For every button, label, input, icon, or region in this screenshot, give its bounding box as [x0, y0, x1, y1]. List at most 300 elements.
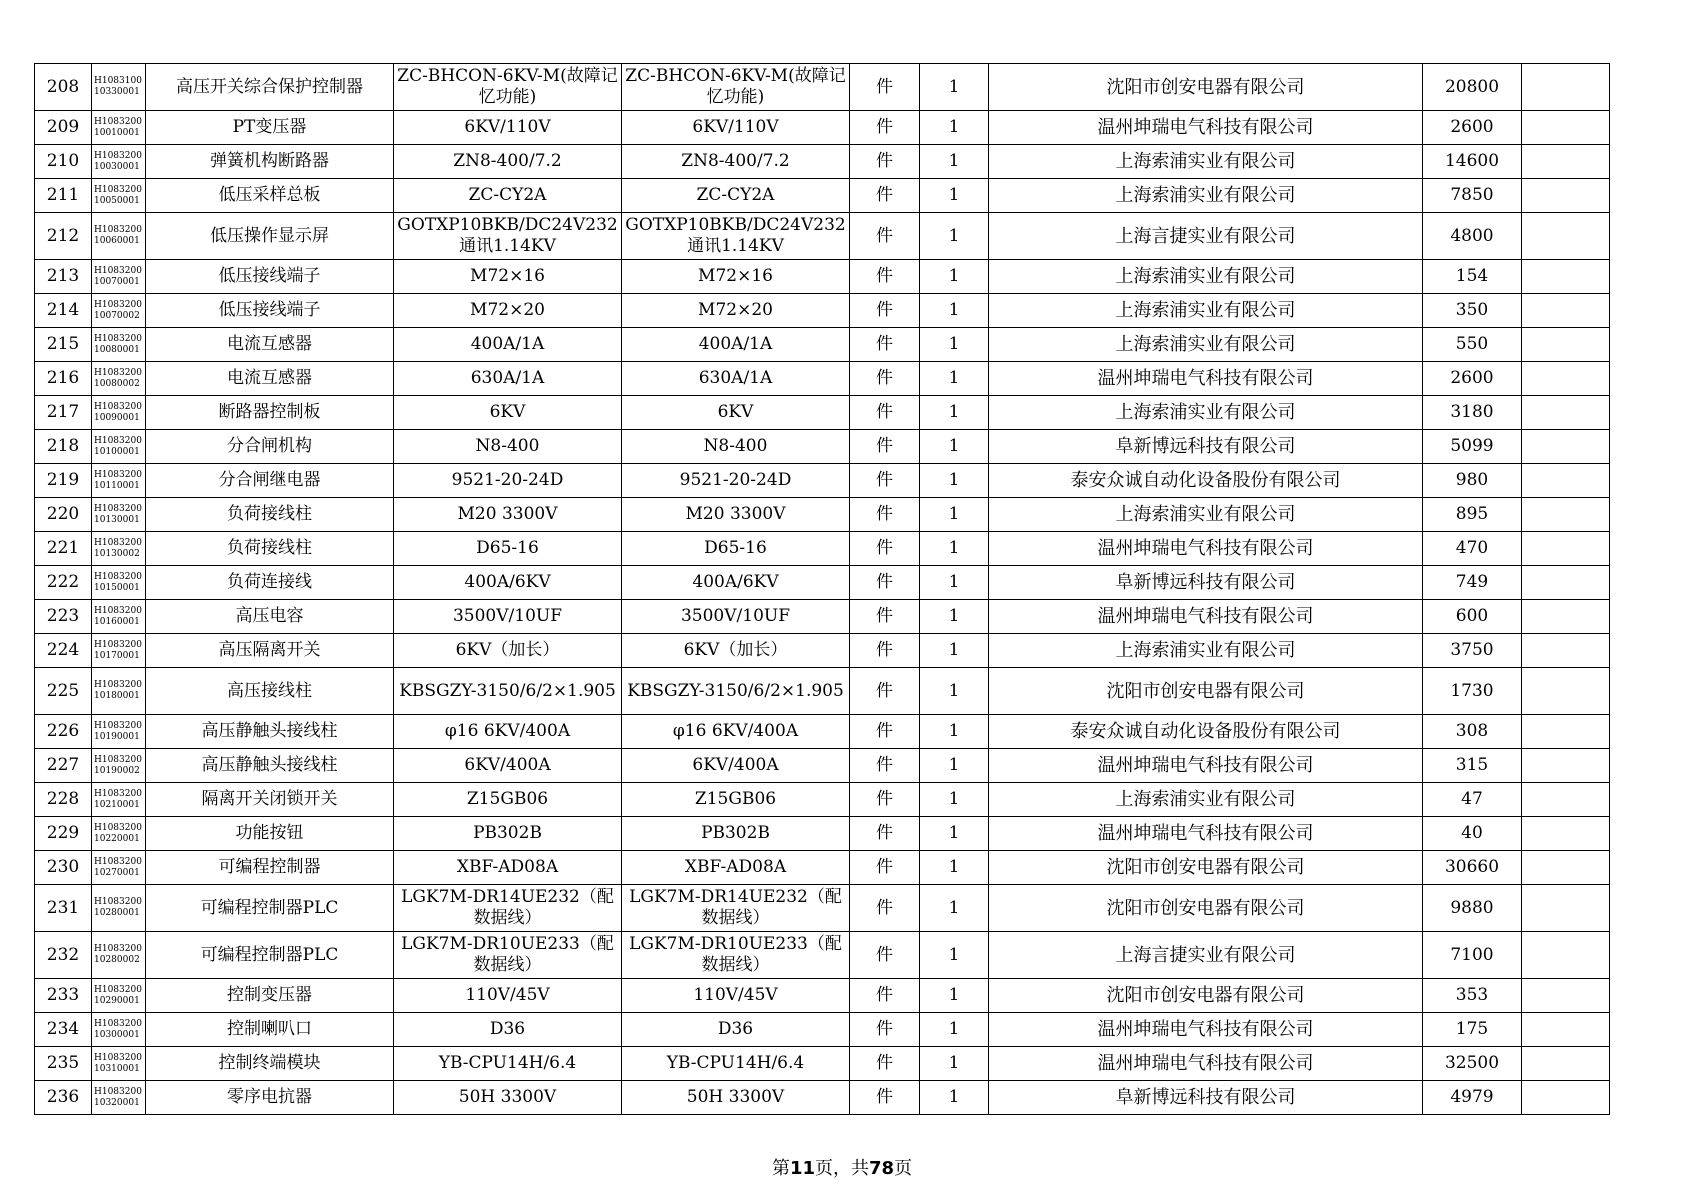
remark-cell	[1522, 430, 1610, 464]
price-cell: 550	[1423, 328, 1522, 362]
table-row	[35, 749, 1610, 783]
supplier-cell: 上海言捷实业有限公司	[989, 932, 1423, 979]
supplier-cell: 温州坤瑞电气科技有限公司	[989, 600, 1423, 634]
row-number-cell: 213	[35, 260, 92, 294]
supplier-cell: 泰安众诚自动化设备股份有限公司	[989, 464, 1423, 498]
specification-cell: 400A/6KV	[394, 566, 622, 600]
model-cell: φ16 6KV/400A	[622, 715, 850, 749]
material-code-cell: H1083200 10090001	[92, 396, 146, 430]
specification-cell: 6KV	[394, 396, 622, 430]
row-number-cell: 216	[35, 362, 92, 396]
material-code-cell: H1083200 10300001	[92, 1013, 146, 1047]
remark-cell	[1522, 885, 1610, 932]
table-row	[35, 430, 1610, 464]
material-code-cell: H1083100 10330001	[92, 64, 146, 111]
specification-cell: GOTXP10BKB/DC24V232通讯1.14KV	[394, 213, 622, 260]
specification-cell: YB-CPU14H/6.4	[394, 1047, 622, 1081]
table-row	[35, 328, 1610, 362]
footer-suffix: 页	[894, 1158, 913, 1179]
model-cell: D36	[622, 1013, 850, 1047]
price-cell: 7850	[1423, 179, 1522, 213]
footer-middle: 页，共	[815, 1158, 869, 1179]
remark-cell	[1522, 1047, 1610, 1081]
unit-cell: 件	[850, 566, 920, 600]
remark-cell	[1522, 817, 1610, 851]
remark-cell	[1522, 979, 1610, 1013]
specification-cell: ZC-BHCON-6KV-M(故障记忆功能)	[394, 64, 622, 111]
model-cell: ZC-BHCON-6KV-M(故障记忆功能)	[622, 64, 850, 111]
part-name-cell: 负荷接线柱	[146, 532, 394, 566]
remark-cell	[1522, 634, 1610, 668]
remark-cell	[1522, 498, 1610, 532]
row-number-cell: 221	[35, 532, 92, 566]
table-row	[35, 817, 1610, 851]
model-cell: ZN8-400/7.2	[622, 145, 850, 179]
specification-cell: ZN8-400/7.2	[394, 145, 622, 179]
price-cell: 4800	[1423, 213, 1522, 260]
part-name-cell: 控制变压器	[146, 979, 394, 1013]
unit-cell: 件	[850, 430, 920, 464]
supplier-cell: 温州坤瑞电气科技有限公司	[989, 362, 1423, 396]
material-code-cell: H1083200 10170001	[92, 634, 146, 668]
material-code-cell: H1083200 10010001	[92, 111, 146, 145]
quantity-cell: 1	[920, 1013, 989, 1047]
part-name-cell: 分合闸机构	[146, 430, 394, 464]
table-row	[35, 260, 1610, 294]
remark-cell	[1522, 749, 1610, 783]
model-cell: XBF-AD08A	[622, 851, 850, 885]
unit-cell: 件	[850, 1013, 920, 1047]
table-row	[35, 1013, 1610, 1047]
quantity-cell: 1	[920, 566, 989, 600]
price-cell: 7100	[1423, 932, 1522, 979]
part-name-cell: 高压开关综合保护控制器	[146, 64, 394, 111]
material-code-cell: H1083200 10100001	[92, 430, 146, 464]
remark-cell	[1522, 111, 1610, 145]
part-name-cell: 控制喇叭口	[146, 1013, 394, 1047]
supplier-cell: 上海索浦实业有限公司	[989, 328, 1423, 362]
material-code-cell: H1083200 10270001	[92, 851, 146, 885]
remark-cell	[1522, 600, 1610, 634]
remark-cell	[1522, 464, 1610, 498]
specification-cell: 6KV/400A	[394, 749, 622, 783]
unit-cell: 件	[850, 885, 920, 932]
table-row	[35, 634, 1610, 668]
unit-cell: 件	[850, 979, 920, 1013]
row-number-cell: 227	[35, 749, 92, 783]
quantity-cell: 1	[920, 498, 989, 532]
part-name-cell: 电流互感器	[146, 328, 394, 362]
part-name-cell: 可编程控制器	[146, 851, 394, 885]
model-cell: 630A/1A	[622, 362, 850, 396]
price-cell: 9880	[1423, 885, 1522, 932]
part-name-cell: PT变压器	[146, 111, 394, 145]
remark-cell	[1522, 213, 1610, 260]
model-cell: 6KV（加长）	[622, 634, 850, 668]
table-row	[35, 179, 1610, 213]
material-code-cell: H1083200 10150001	[92, 566, 146, 600]
table-row	[35, 885, 1610, 932]
specification-cell: 630A/1A	[394, 362, 622, 396]
row-number-cell: 229	[35, 817, 92, 851]
unit-cell: 件	[850, 851, 920, 885]
price-cell: 2600	[1423, 111, 1522, 145]
table-row	[35, 932, 1610, 979]
price-cell: 308	[1423, 715, 1522, 749]
quantity-cell: 1	[920, 979, 989, 1013]
table-row	[35, 1081, 1610, 1115]
model-cell: 50H 3300V	[622, 1081, 850, 1115]
row-number-cell: 228	[35, 783, 92, 817]
model-cell: 6KV/400A	[622, 749, 850, 783]
material-code-cell: H1083200 10190002	[92, 749, 146, 783]
specification-cell: 400A/1A	[394, 328, 622, 362]
material-code-cell: H1083200 10320001	[92, 1081, 146, 1115]
part-name-cell: 高压隔离开关	[146, 634, 394, 668]
table-row	[35, 498, 1610, 532]
unit-cell: 件	[850, 64, 920, 111]
total-page-count: 78	[869, 1158, 895, 1179]
material-code-cell: H1083200 10030001	[92, 145, 146, 179]
price-cell: 47	[1423, 783, 1522, 817]
material-code-cell: H1083200 10070002	[92, 294, 146, 328]
model-cell: N8-400	[622, 430, 850, 464]
table-row	[35, 213, 1610, 260]
supplier-cell: 上海索浦实业有限公司	[989, 260, 1423, 294]
unit-cell: 件	[850, 783, 920, 817]
table-row	[35, 783, 1610, 817]
quantity-cell: 1	[920, 749, 989, 783]
unit-cell: 件	[850, 179, 920, 213]
material-code-cell: H1083200 10080001	[92, 328, 146, 362]
supplier-cell: 阜新博远科技有限公司	[989, 430, 1423, 464]
price-cell: 600	[1423, 600, 1522, 634]
supplier-cell: 温州坤瑞电气科技有限公司	[989, 532, 1423, 566]
part-name-cell: 控制终端模块	[146, 1047, 394, 1081]
remark-cell	[1522, 362, 1610, 396]
table-row	[35, 1047, 1610, 1081]
supplier-cell: 阜新博远科技有限公司	[989, 1081, 1423, 1115]
part-name-cell: 低压接线端子	[146, 294, 394, 328]
supplier-cell: 上海索浦实业有限公司	[989, 783, 1423, 817]
row-number-cell: 210	[35, 145, 92, 179]
material-code-cell: H1083200 10290001	[92, 979, 146, 1013]
unit-cell: 件	[850, 749, 920, 783]
unit-cell: 件	[850, 464, 920, 498]
row-number-cell: 212	[35, 213, 92, 260]
price-cell: 32500	[1423, 1047, 1522, 1081]
price-cell: 40	[1423, 817, 1522, 851]
model-cell: Z15GB06	[622, 783, 850, 817]
row-number-cell: 235	[35, 1047, 92, 1081]
remark-cell	[1522, 179, 1610, 213]
unit-cell: 件	[850, 498, 920, 532]
part-name-cell: 高压电容	[146, 600, 394, 634]
part-name-cell: 可编程控制器PLC	[146, 885, 394, 932]
row-number-cell: 223	[35, 600, 92, 634]
table-row	[35, 362, 1610, 396]
specification-cell: N8-400	[394, 430, 622, 464]
model-cell: YB-CPU14H/6.4	[622, 1047, 850, 1081]
remark-cell	[1522, 1013, 1610, 1047]
specification-cell: D65-16	[394, 532, 622, 566]
row-number-cell: 217	[35, 396, 92, 430]
quantity-cell: 1	[920, 64, 989, 111]
part-name-cell: 隔离开关闭锁开关	[146, 783, 394, 817]
row-number-cell: 219	[35, 464, 92, 498]
material-code-cell: H1083200 10220001	[92, 817, 146, 851]
model-cell: 9521-20-24D	[622, 464, 850, 498]
specification-cell: M72×20	[394, 294, 622, 328]
supplier-cell: 温州坤瑞电气科技有限公司	[989, 1047, 1423, 1081]
unit-cell: 件	[850, 213, 920, 260]
specification-cell: 6KV（加长）	[394, 634, 622, 668]
price-cell: 470	[1423, 532, 1522, 566]
remark-cell	[1522, 851, 1610, 885]
price-cell: 3180	[1423, 396, 1522, 430]
supplier-cell: 沈阳市创安电器有限公司	[989, 851, 1423, 885]
remark-cell	[1522, 566, 1610, 600]
material-code-cell: H1083200 10280001	[92, 885, 146, 932]
unit-cell: 件	[850, 362, 920, 396]
price-cell: 315	[1423, 749, 1522, 783]
unit-cell: 件	[850, 145, 920, 179]
price-cell: 30660	[1423, 851, 1522, 885]
price-cell: 175	[1423, 1013, 1522, 1047]
model-cell: ZC-CY2A	[622, 179, 850, 213]
supplier-cell: 温州坤瑞电气科技有限公司	[989, 111, 1423, 145]
model-cell: KBSGZY-3150/6/2×1.905	[622, 668, 850, 715]
table-row	[35, 851, 1610, 885]
quantity-cell: 1	[920, 145, 989, 179]
price-cell: 4979	[1423, 1081, 1522, 1115]
table-row	[35, 396, 1610, 430]
material-code-cell: H1083200 10160001	[92, 600, 146, 634]
remark-cell	[1522, 260, 1610, 294]
material-code-cell: H1083200 10280002	[92, 932, 146, 979]
specification-cell: 110V/45V	[394, 979, 622, 1013]
remark-cell	[1522, 668, 1610, 715]
model-cell: D65-16	[622, 532, 850, 566]
part-name-cell: 低压接线端子	[146, 260, 394, 294]
row-number-cell: 236	[35, 1081, 92, 1115]
row-number-cell: 208	[35, 64, 92, 111]
table-row	[35, 979, 1610, 1013]
supplier-cell: 上海言捷实业有限公司	[989, 213, 1423, 260]
quantity-cell: 1	[920, 715, 989, 749]
part-name-cell: 负荷接线柱	[146, 498, 394, 532]
price-cell: 2600	[1423, 362, 1522, 396]
material-code-cell: H1083200 10110001	[92, 464, 146, 498]
row-number-cell: 220	[35, 498, 92, 532]
specification-cell: ZC-CY2A	[394, 179, 622, 213]
model-cell: M20 3300V	[622, 498, 850, 532]
material-code-cell: H1083200 10080002	[92, 362, 146, 396]
quantity-cell: 1	[920, 260, 989, 294]
specification-cell: PB302B	[394, 817, 622, 851]
model-cell: LGK7M-DR10UE233（配数据线）	[622, 932, 850, 979]
row-number-cell: 209	[35, 111, 92, 145]
table-row	[35, 64, 1610, 111]
quantity-cell: 1	[920, 885, 989, 932]
material-code-cell: H1083200 10060001	[92, 213, 146, 260]
unit-cell: 件	[850, 260, 920, 294]
supplier-cell: 沈阳市创安电器有限公司	[989, 668, 1423, 715]
part-name-cell: 高压静触头接线柱	[146, 715, 394, 749]
unit-cell: 件	[850, 600, 920, 634]
material-code-cell: H1083200 10050001	[92, 179, 146, 213]
part-name-cell: 分合闸继电器	[146, 464, 394, 498]
row-number-cell: 214	[35, 294, 92, 328]
specification-cell: M20 3300V	[394, 498, 622, 532]
quantity-cell: 1	[920, 328, 989, 362]
model-cell: M72×16	[622, 260, 850, 294]
supplier-cell: 泰安众诚自动化设备股份有限公司	[989, 715, 1423, 749]
remark-cell	[1522, 532, 1610, 566]
unit-cell: 件	[850, 1047, 920, 1081]
table-row	[35, 566, 1610, 600]
row-number-cell: 234	[35, 1013, 92, 1047]
quantity-cell: 1	[920, 600, 989, 634]
row-number-cell: 215	[35, 328, 92, 362]
supplier-cell: 沈阳市创安电器有限公司	[989, 64, 1423, 111]
unit-cell: 件	[850, 328, 920, 362]
table-row	[35, 464, 1610, 498]
price-cell: 895	[1423, 498, 1522, 532]
table-row	[35, 145, 1610, 179]
price-cell: 350	[1423, 294, 1522, 328]
material-code-cell: H1083200 10180001	[92, 668, 146, 715]
page-footer	[0, 1154, 1684, 1180]
price-cell: 5099	[1423, 430, 1522, 464]
remark-cell	[1522, 932, 1610, 979]
supplier-cell: 温州坤瑞电气科技有限公司	[989, 817, 1423, 851]
supplier-cell: 上海索浦实业有限公司	[989, 396, 1423, 430]
model-cell: M72×20	[622, 294, 850, 328]
remark-cell	[1522, 64, 1610, 111]
unit-cell: 件	[850, 668, 920, 715]
model-cell: 3500V/10UF	[622, 600, 850, 634]
price-cell: 980	[1423, 464, 1522, 498]
part-name-cell: 负荷连接线	[146, 566, 394, 600]
quantity-cell: 1	[920, 532, 989, 566]
quantity-cell: 1	[920, 932, 989, 979]
unit-cell: 件	[850, 1081, 920, 1115]
quantity-cell: 1	[920, 294, 989, 328]
quantity-cell: 1	[920, 851, 989, 885]
model-cell: 110V/45V	[622, 979, 850, 1013]
price-cell: 353	[1423, 979, 1522, 1013]
table-row	[35, 111, 1610, 145]
material-code-cell: H1083200 10130002	[92, 532, 146, 566]
row-number-cell: 233	[35, 979, 92, 1013]
unit-cell: 件	[850, 111, 920, 145]
row-number-cell: 218	[35, 430, 92, 464]
remark-cell	[1522, 328, 1610, 362]
remark-cell	[1522, 783, 1610, 817]
unit-cell: 件	[850, 294, 920, 328]
specification-cell: XBF-AD08A	[394, 851, 622, 885]
remark-cell	[1522, 1081, 1610, 1115]
specification-cell: φ16 6KV/400A	[394, 715, 622, 749]
supplier-cell: 温州坤瑞电气科技有限公司	[989, 749, 1423, 783]
row-number-cell: 226	[35, 715, 92, 749]
row-number-cell: 224	[35, 634, 92, 668]
supplier-cell: 上海索浦实业有限公司	[989, 498, 1423, 532]
model-cell: LGK7M-DR14UE232（配数据线）	[622, 885, 850, 932]
specification-cell: 50H 3300V	[394, 1081, 622, 1115]
supplier-cell: 沈阳市创安电器有限公司	[989, 979, 1423, 1013]
part-name-cell: 弹簧机构断路器	[146, 145, 394, 179]
quantity-cell: 1	[920, 464, 989, 498]
price-cell: 20800	[1423, 64, 1522, 111]
specification-cell: D36	[394, 1013, 622, 1047]
material-code-cell: H1083200 10210001	[92, 783, 146, 817]
remark-cell	[1522, 294, 1610, 328]
table-row	[35, 600, 1610, 634]
supplier-cell: 上海索浦实业有限公司	[989, 294, 1423, 328]
part-name-cell: 可编程控制器PLC	[146, 932, 394, 979]
quantity-cell: 1	[920, 396, 989, 430]
remark-cell	[1522, 715, 1610, 749]
specification-cell: 9521-20-24D	[394, 464, 622, 498]
table-row	[35, 668, 1610, 715]
current-page-number: 11	[789, 1158, 815, 1179]
specification-cell: KBSGZY-3150/6/2×1.905	[394, 668, 622, 715]
supplier-cell: 上海索浦实业有限公司	[989, 179, 1423, 213]
quantity-cell: 1	[920, 213, 989, 260]
quantity-cell: 1	[920, 1047, 989, 1081]
remark-cell	[1522, 145, 1610, 179]
unit-cell: 件	[850, 932, 920, 979]
part-name-cell: 低压操作显示屏	[146, 213, 394, 260]
row-number-cell: 211	[35, 179, 92, 213]
quantity-cell: 1	[920, 362, 989, 396]
part-name-cell: 断路器控制板	[146, 396, 394, 430]
price-cell: 1730	[1423, 668, 1522, 715]
row-number-cell: 230	[35, 851, 92, 885]
quantity-cell: 1	[920, 111, 989, 145]
unit-cell: 件	[850, 634, 920, 668]
price-cell: 3750	[1423, 634, 1522, 668]
model-cell: 400A/1A	[622, 328, 850, 362]
row-number-cell: 222	[35, 566, 92, 600]
specification-cell: 3500V/10UF	[394, 600, 622, 634]
model-cell: 6KV/110V	[622, 111, 850, 145]
quantity-cell: 1	[920, 668, 989, 715]
row-number-cell: 225	[35, 668, 92, 715]
supplier-cell: 沈阳市创安电器有限公司	[989, 885, 1423, 932]
table-row	[35, 294, 1610, 328]
model-cell: 6KV	[622, 396, 850, 430]
quantity-cell: 1	[920, 179, 989, 213]
part-name-cell: 电流互感器	[146, 362, 394, 396]
model-cell: GOTXP10BKB/DC24V232通讯1.14KV	[622, 213, 850, 260]
supplier-cell: 上海索浦实业有限公司	[989, 634, 1423, 668]
supplier-cell: 上海索浦实业有限公司	[989, 145, 1423, 179]
specification-cell: Z15GB06	[394, 783, 622, 817]
part-name-cell: 低压采样总板	[146, 179, 394, 213]
parts-table	[34, 63, 1610, 1115]
row-number-cell: 232	[35, 932, 92, 979]
specification-cell: LGK7M-DR10UE233（配数据线）	[394, 932, 622, 979]
table-row	[35, 715, 1610, 749]
quantity-cell: 1	[920, 1081, 989, 1115]
quantity-cell: 1	[920, 634, 989, 668]
table-row	[35, 532, 1610, 566]
quantity-cell: 1	[920, 430, 989, 464]
part-name-cell: 功能按钮	[146, 817, 394, 851]
